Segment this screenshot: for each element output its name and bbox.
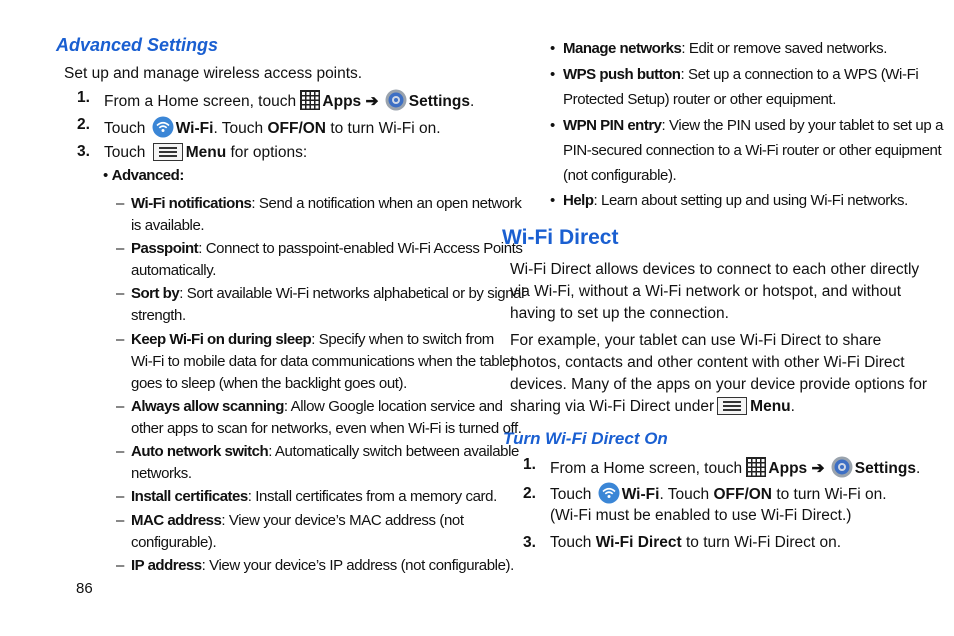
step-text: . Touch	[213, 120, 264, 137]
item-desc: : Specify when to switch from	[311, 331, 494, 348]
step-text: to turn Wi-Fi on.	[330, 120, 441, 137]
dash-item-passpoint: – Passpoint: Connect to passpoint-enabled Wi-Fi Access Points automatically.	[116, 238, 523, 282]
advanced-label: Advanced:	[111, 167, 184, 184]
wifi-icon	[152, 116, 174, 138]
right-step-2	[523, 482, 887, 506]
dash-item-install-certificates: – Install certificates: Install certificates from a memory card.	[116, 488, 497, 505]
para-line: photos, contacts and other content with other Wi-Fi Direct	[510, 354, 905, 371]
item-desc-line: other apps to scan for networks, even when Wi-Fi is turned off.	[131, 420, 522, 437]
item-desc: : View your device’s IP address (not configurable).	[201, 557, 514, 574]
dash-item-mac-address: – MAC address: View your device’s MAC address (not configurable).	[116, 510, 464, 554]
bullet-desc-line: (not configurable).	[563, 167, 677, 184]
bullet-desc-line: Protected Setup) router or other equipment.	[563, 91, 836, 108]
item-desc: : Automatically switch between available	[268, 443, 519, 460]
item-desc: : Install certificates from a memory card.	[247, 488, 497, 505]
item-desc: : View your device’s MAC address (not	[221, 512, 464, 529]
section-heading-wifi-direct: Wi-Fi Direct	[502, 226, 619, 249]
bullet-desc: : View the PIN used by your tablet to set up a	[661, 117, 944, 134]
step-text: to turn Wi-Fi on.	[776, 486, 887, 503]
item-desc-line: strength.	[131, 307, 186, 324]
period: .	[790, 398, 795, 415]
page-number: 86	[76, 580, 93, 597]
bullet-desc-line: PIN-secured connection to a Wi-Fi router or other equipment	[563, 142, 942, 159]
bullet-term: WPS push button	[563, 66, 681, 83]
para-text: sharing via Wi-Fi Direct under	[510, 398, 715, 415]
wifi-icon	[598, 482, 620, 504]
right-step-1	[523, 456, 921, 477]
step-text: . Touch	[659, 486, 710, 503]
para-line: having to set up the connection.	[510, 305, 729, 322]
advanced-bullet: • Advanced:	[103, 167, 184, 184]
bullet-help: • Help: Learn about setting up and using Wi-Fi networks.	[550, 192, 908, 209]
item-desc-line: configurable).	[131, 534, 217, 551]
item-term: Wi-Fi notifications	[131, 195, 252, 212]
settings-gear-icon	[831, 456, 853, 478]
item-desc-line: automatically.	[131, 262, 216, 279]
step-text: Touch	[550, 486, 592, 503]
bullet-term: WPN PIN entry	[563, 117, 662, 134]
dash-item-keep-wifi-on: – Keep Wi-Fi on during sleep: Specify when to switch from Wi-Fi to mobile data for data communications when the tablet goes to sleep (when the backlight goes out).	[116, 329, 514, 395]
step-text: Touch	[550, 534, 592, 551]
item-desc: : Sort available Wi-Fi networks alphabetical or by signal	[179, 285, 525, 302]
item-desc-line: networks.	[131, 465, 192, 482]
bullet-term: Manage networks	[563, 40, 682, 57]
bullet-desc: : Learn about setting up and using Wi-Fi networks.	[593, 192, 908, 209]
apps-grid-icon	[300, 90, 320, 110]
item-desc: : Send a notification when an open network	[251, 195, 522, 212]
para-line: Wi-Fi Direct allows devices to connect to each other directly	[510, 261, 920, 278]
apps-label: Apps	[768, 460, 808, 477]
apps-label: Apps	[322, 93, 362, 110]
item-term: Auto network switch	[131, 443, 269, 460]
item-term: Sort by	[131, 285, 180, 302]
arrow-glyph: ➔	[811, 460, 825, 477]
step-number: 2.	[523, 485, 536, 502]
wifi-direct-paragraph-1	[510, 259, 919, 325]
dash-item-wifi-notifications: – Wi-Fi notifications: Send a notification when an open network is available.	[116, 193, 521, 237]
offon-label: OFF/ON	[713, 486, 773, 503]
menu-icon	[153, 143, 183, 161]
subheading-turn-wifi-direct-on: Turn Wi-Fi Direct On	[503, 429, 668, 448]
item-term: IP address	[131, 557, 202, 574]
step-text: Touch	[104, 120, 146, 137]
item-term: Always allow scanning	[131, 398, 284, 415]
wifi-direct-label: Wi-Fi Direct	[595, 534, 682, 551]
step-text: From a Home screen, touch	[550, 460, 743, 477]
settings-label: Settings	[408, 93, 470, 110]
item-term: Install certificates	[131, 488, 248, 505]
item-desc-line: goes to sleep (when the backlight goes out).	[131, 375, 407, 392]
wifi-label: Wi-Fi	[175, 120, 214, 137]
item-desc-line: Wi-Fi to mobile data for data communications when the tablet	[131, 353, 514, 370]
bullet-wpn-pin-entry: • WPN PIN entry: View the PIN used by your tablet to set up a PIN-secured connection to a Wi-Fi router or other equipment (not configurable).	[550, 113, 943, 188]
item-term: Keep Wi-Fi on during sleep	[131, 331, 312, 348]
apps-grid-icon	[746, 457, 766, 477]
para-line	[510, 396, 927, 418]
menu-label: Menu	[185, 144, 227, 161]
settings-gear-icon	[385, 89, 407, 111]
left-step-3	[77, 143, 308, 161]
step-number: 1.	[523, 456, 536, 473]
bullet-desc: : Set up a connection to a WPS (Wi-Fi	[680, 66, 919, 83]
dash-item-always-allow-scanning: – Always allow scanning: Allow Google location service and other apps to scan for networks, even when Wi-Fi is turned off.	[116, 396, 522, 440]
intro-text: Set up and manage wireless access points.	[64, 65, 363, 82]
step-number: 2.	[77, 116, 90, 133]
left-step-2	[77, 116, 441, 137]
bullet-term: Help	[563, 192, 594, 209]
para-line: For example, your tablet can use Wi-Fi Direct to share	[510, 332, 882, 349]
bullet-manage-networks: • Manage networks: Edit or remove saved networks.	[550, 40, 887, 57]
dash-item-ip-address: – IP address: View your device’s IP address (not configurable).	[116, 557, 514, 574]
bullet-desc: : Edit or remove saved networks.	[681, 40, 887, 57]
item-term: Passpoint	[131, 240, 199, 257]
settings-label: Settings	[854, 460, 916, 477]
left-step-1	[77, 89, 475, 110]
step-number: 3.	[523, 534, 536, 551]
step-text: Touch	[104, 144, 146, 161]
offon-label: OFF/ON	[267, 120, 327, 137]
arrow-glyph: ➔	[365, 93, 379, 110]
bullet-wps-push-button: • WPS push button: Set up a connection to a WPS (Wi-Fi Protected Setup) router or other equipment.	[550, 62, 918, 112]
step-text: for options:	[230, 144, 308, 161]
step-number: 1.	[77, 89, 90, 106]
item-desc: : Allow Google location service and	[283, 398, 503, 415]
para-line: via Wi-Fi, without a Wi-Fi network or hotspot, and without	[510, 283, 902, 300]
period: .	[469, 93, 475, 110]
wifi-label: Wi-Fi	[621, 486, 660, 503]
section-heading-advanced-settings: Advanced Settings	[56, 35, 219, 55]
para-line: devices. Many of the apps on your device provide options for	[510, 376, 928, 393]
period: .	[915, 460, 921, 477]
step-number: 3.	[77, 143, 90, 160]
dash-item-auto-network-switch: – Auto network switch: Automatically switch between available networks.	[116, 441, 519, 485]
item-desc-line: is available.	[131, 217, 205, 234]
dash-item-sort-by: – Sort by: Sort available Wi-Fi networks alphabetical or by signal strength.	[116, 283, 524, 327]
right-step-2-note: (Wi-Fi must be enabled to use Wi-Fi Direct.)	[550, 507, 852, 524]
right-step-3	[523, 534, 842, 552]
step-text: to turn Wi-Fi Direct on.	[685, 534, 842, 551]
menu-icon	[717, 397, 747, 415]
menu-label: Menu	[750, 398, 791, 415]
item-term: MAC address	[131, 512, 222, 529]
step-text: From a Home screen, touch	[104, 93, 297, 110]
item-desc: : Connect to passpoint-enabled Wi-Fi Access Points	[198, 240, 523, 257]
wifi-direct-paragraph-2	[510, 330, 927, 418]
